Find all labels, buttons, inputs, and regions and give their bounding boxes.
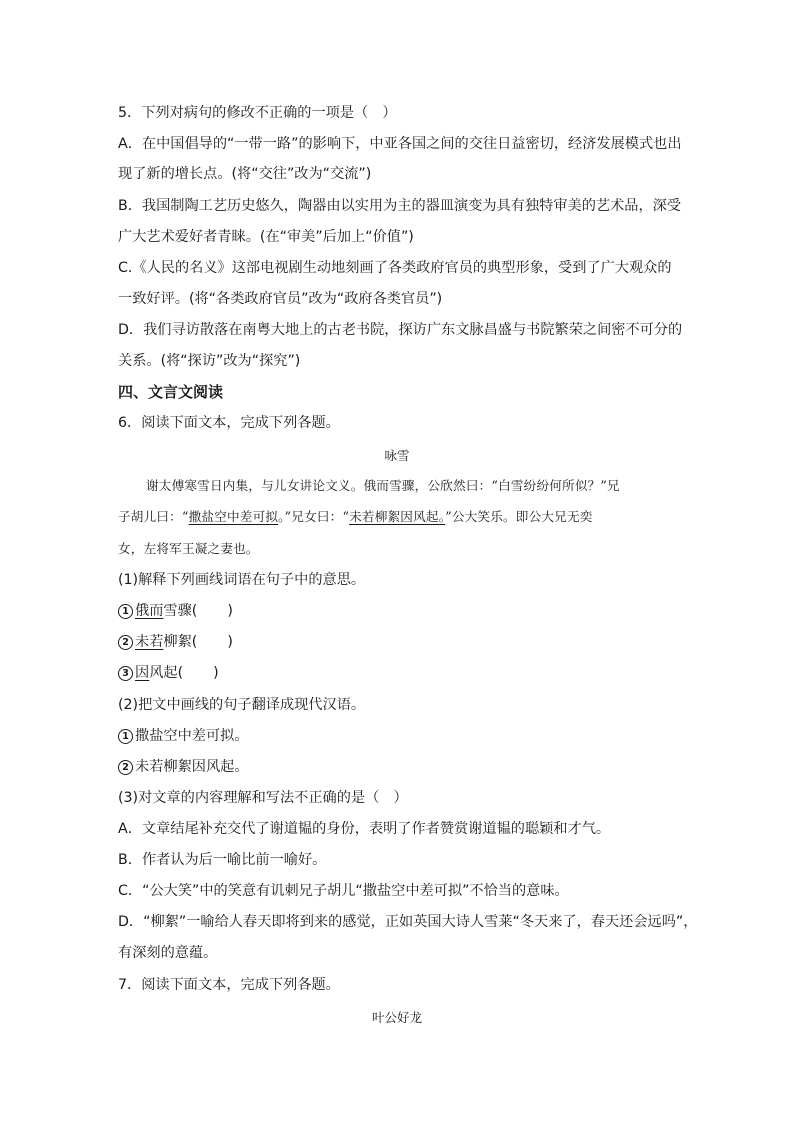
question-5-stem: 5．下列对病句的修改不正确的一项是（ ） <box>118 105 397 121</box>
passage-line-3: 女，左将军王凝之妻也。 <box>118 541 259 556</box>
question-7-stem: 7．阅读下面文本，完成下列各题。 <box>118 977 340 993</box>
option-d-line-1: D．我们寻访散落在南粤大地上的古老书院，探访广东文脉昌盛与书院繁荣之间密不可分的 <box>118 322 683 338</box>
circled-number-2: 2 <box>118 635 133 650</box>
passage-line-1: 谢太傅寒雪日内集，与儿女讲论文义。俄而雪骤，公欣然曰：“白雪纷纷何所似？”兄 <box>146 478 620 493</box>
choice-d-line-2: 有深刻的意蕴。 <box>118 945 218 961</box>
option-c-line-2: 一致好评。(将“各类政府官员”改为“政府各类官员”) <box>118 291 443 307</box>
option-d-line-2: 关系。(将“探访”改为“探究”) <box>118 353 301 369</box>
choice-b: B．作者认为后一喻比前一喻好。 <box>118 852 327 868</box>
passage-line-2: 子胡儿曰：“撒盐空中差可拟。”兄女曰：“未若柳絮因风起。”公大笑乐。即公大兄无奕 <box>118 509 593 524</box>
circled-number-3: 3 <box>118 666 133 681</box>
section-heading: 四、文言文阅读 <box>118 383 224 401</box>
sub-question-1: (1)解释下列画线词语在句子中的意思。 <box>118 572 366 588</box>
word-item-2: 2 未若柳絮( ) <box>118 632 233 652</box>
option-a-line-2: 现了新的增长点。(将“交往”改为“交流”) <box>118 166 372 182</box>
underlined-sentence-1: 撒盐空中差可拟 <box>188 509 279 524</box>
translate-item-1: 1 撒盐空中差可拟。 <box>118 726 249 746</box>
passage-title-2: 叶公好龙 <box>371 1010 422 1025</box>
option-c-line-1: C.《人民的名义》这部电视剧生动地刻画了各类政府官员的典型形象，受到了广大观众的 <box>118 260 672 276</box>
underlined-sentence-2: 未若柳絮因风起。 <box>349 509 446 524</box>
passage-title: 咏雪 <box>384 448 410 463</box>
choice-c: C．“公大笑”中的笑意有讥刺兄子胡儿“撒盐空中差可拟”不恰当的意味。 <box>118 883 569 899</box>
word-item-3: 3 因风起( ) <box>118 663 219 683</box>
question-6-stem: 6．阅读下面文本，完成下列各题。 <box>118 415 340 431</box>
sub-question-2: (2)把文中画线的句子翻译成现代汉语。 <box>118 697 366 713</box>
option-b-line-2: 广大艺术爱好者青睐。(在“审美”后加上“价值”) <box>118 229 414 245</box>
choice-a: A．文章结尾补充交代了谢道韫的身份，表明了作者赞赏谢道韫的聪颖和才气。 <box>118 821 611 837</box>
word-item-1: 1 俄而雪骤( ) <box>118 601 233 621</box>
option-a-line-1: A．在中国倡导的“一带一路”的影响下，中亚各国之间的交往日益密切，经济发展模式也出 <box>118 136 682 152</box>
option-b-line-1: B．我国制陶工艺历史悠久，陶器由以实用为主的器皿演变为具有独特审美的艺术品，深受 <box>118 198 682 214</box>
circled-number-1: 1 <box>118 604 133 619</box>
sub-question-3: (3)对文章的内容理解和写法不正确的是（ ） <box>118 790 408 806</box>
translate-item-2: 2 未若柳絮因风起。 <box>118 757 249 777</box>
choice-d-line-1: D．“柳絮”一喻给人春天即将到来的感觉，正如英国大诗人雪莱“冬天来了，春天还会远吗”， <box>118 914 698 930</box>
